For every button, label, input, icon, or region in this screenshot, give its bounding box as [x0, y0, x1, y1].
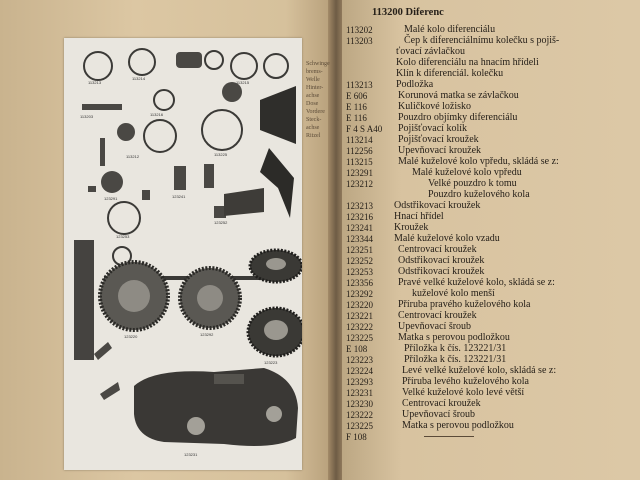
svg-text:123231: 123231 [184, 452, 198, 457]
part-number: 123253 [346, 267, 373, 277]
part-description: Malé kolo diferenciálu [404, 24, 496, 35]
part-description: Kolo diferenciálu na hnacím hřídeli [396, 57, 539, 68]
part-description: Velké pouzdro k tomu [428, 178, 517, 189]
svg-text:113216: 113216 [150, 112, 164, 117]
part-description: Příruba pravého kuželového kola [398, 299, 531, 310]
svg-text:113214: 113214 [132, 76, 146, 81]
crown-wheel-left [100, 262, 168, 330]
part-number: 123225 [346, 421, 373, 431]
part-description: Čep k diferenciálnímu kolečku s pojiš- [404, 35, 560, 46]
washer-part [142, 190, 150, 200]
bracket-part [94, 342, 112, 360]
differential-housing [134, 368, 298, 446]
part-description: Velké kuželové kolo levé větší [402, 387, 525, 398]
svg-text:113213: 113213 [88, 80, 102, 85]
part-description: Hnací hřídel [394, 211, 444, 222]
part-number: 113203 [346, 36, 373, 46]
flange-gear-bottom [248, 308, 302, 356]
part-number: E 116 [346, 113, 367, 123]
bearing-part [101, 171, 123, 193]
margin-note: Welle [306, 77, 320, 83]
part-number: F 108 [346, 432, 367, 442]
part-description: Malé kuželové kolo vpředu, skládá se z: [398, 156, 559, 167]
end-rule [424, 436, 474, 437]
part-description: Odstřikovací kroužek [398, 255, 485, 266]
part-description: Pojišťovací kroužek [398, 134, 479, 145]
bearing-part [222, 82, 242, 102]
part-description: kuželové kolo menší [412, 288, 495, 299]
svg-text:113225: 113225 [214, 152, 228, 157]
part-description: Korunová matka se závlačkou [398, 90, 519, 101]
gear-carrier-arm [260, 148, 294, 218]
part-number: E 606 [346, 91, 368, 101]
bolt-part [174, 166, 186, 190]
part-number: 113202 [346, 25, 373, 35]
part-description: Příruba levého kuželového kola [402, 376, 529, 387]
margin-note: Hinter- [306, 85, 324, 91]
part-number: 123225 [346, 333, 373, 343]
bolt-part [204, 164, 214, 188]
svg-text:123292: 123292 [200, 332, 214, 337]
part-description: Matka s perovou podložkou [398, 332, 510, 343]
margin-note: Steck- [306, 117, 322, 123]
part-description: Pojišťovací kolík [398, 123, 467, 134]
part-number: 113215 [346, 157, 373, 167]
washer-part [88, 186, 96, 192]
part-description: Malé kuželové kolo vzadu [394, 233, 500, 244]
part-description: ťovací závlačkou [396, 46, 465, 57]
ring-part [264, 54, 288, 78]
part-number: 123356 [346, 278, 373, 288]
part-description: Kuličkové ložisko [398, 101, 472, 112]
part-description: Příložka k čís. 123221/31 [404, 343, 507, 354]
part-description: Pouzdro kuželového kola [428, 189, 530, 200]
ring-part [205, 51, 223, 69]
part-description: Klín k diferenciál. kolečku [396, 68, 504, 79]
part-number: 123252 [346, 256, 373, 266]
svg-text:123253: 123253 [116, 234, 130, 239]
crown-wheel-right [180, 268, 240, 328]
part-description: Pouzdro objímky diferenciálu [398, 112, 518, 123]
margin-notes [306, 60, 332, 140]
bolt-part [82, 104, 122, 110]
svg-text:113215: 113215 [236, 80, 250, 85]
pinion-gear [224, 188, 264, 216]
part-number: 113214 [346, 135, 373, 145]
ring-part [84, 52, 112, 80]
part-number: 123222 [346, 322, 373, 332]
part-description: Příložka k čís. 123221/31 [404, 354, 507, 365]
svg-text:123291: 123291 [104, 196, 118, 201]
part-number: 123293 [346, 377, 373, 387]
part-description: Centrovací kroužek [398, 244, 477, 255]
part-description: Upevňovací šroub [398, 321, 472, 332]
part-description: Upevňovací šroub [402, 409, 476, 420]
flange-gear-top [250, 250, 302, 282]
cone-housing [260, 86, 296, 144]
ring-part [144, 120, 176, 152]
axle-tube [74, 240, 94, 360]
ring-part [154, 90, 174, 110]
part-number: 123344 [346, 234, 373, 244]
part-description: Podložka [396, 79, 434, 90]
exploded-parts-photo [64, 38, 302, 470]
part-description: Centrovací kroužek [402, 398, 481, 409]
bracket-part [100, 382, 120, 400]
part-description: Pravé velké kuželové kolo, skládá se z: [398, 277, 555, 288]
part-description: Centrovací kroužek [398, 310, 477, 321]
margin-note: Ritzel [306, 133, 321, 139]
part-number: 123241 [346, 223, 373, 233]
part-number: 123221 [346, 311, 373, 321]
part-description: Matka s perovou podložkou [402, 420, 514, 431]
part-description: Levé velké kuželové kolo, skládá se z: [402, 365, 557, 376]
part-description: Malé kuželové kolo vpředu [412, 167, 522, 178]
part-description: Kroužek [394, 222, 429, 233]
part-number: 123231 [346, 388, 373, 398]
ring-part [231, 53, 257, 79]
margin-note: Schwinge [306, 61, 330, 67]
margin-note: Vordere [306, 109, 325, 115]
part-number: 123213 [346, 201, 373, 211]
part-number: 123292 [346, 289, 373, 299]
margin-note: Dose [306, 101, 319, 107]
svg-text:123223: 123223 [264, 360, 278, 365]
ring-part [108, 202, 140, 234]
ring-part [129, 49, 155, 75]
ring-part [202, 110, 242, 150]
part-number: 123251 [346, 245, 373, 255]
part-number: 123212 [346, 179, 373, 189]
part-description: Odstřikovací kroužek [398, 266, 485, 277]
parts-list-row [346, 431, 640, 443]
part-number: 123216 [346, 212, 373, 222]
svg-text:123241: 123241 [172, 194, 186, 199]
part-number: 123230 [346, 399, 373, 409]
part-number: E 108 [346, 344, 368, 354]
bearing-part [117, 123, 135, 141]
part-number: 123224 [346, 366, 373, 376]
margin-note: achse [306, 125, 320, 131]
section-title: 113200 Diferenc [372, 7, 444, 18]
part-number: 123223 [346, 355, 373, 365]
parts-illustration [64, 38, 302, 470]
part-number: 112256 [346, 146, 373, 156]
parts-list [346, 0, 638, 480]
part-number: E 116 [346, 102, 367, 112]
part-number: 123291 [346, 168, 373, 178]
margin-note: brems- [306, 69, 323, 75]
svg-text:113212: 113212 [126, 154, 140, 159]
part-description: Upevňovací kroužek [398, 145, 482, 156]
margin-note: achse [306, 93, 320, 99]
part-number: 123222 [346, 410, 373, 420]
svg-text:123220: 123220 [124, 334, 138, 339]
part-number: F 4 S A40 [346, 124, 383, 134]
bolt-part [100, 138, 105, 166]
svg-text:113203: 113203 [80, 114, 94, 119]
bearing-part [176, 52, 202, 68]
part-number: 113213 [346, 80, 373, 90]
svg-text:123252: 123252 [214, 220, 228, 225]
part-description: Odstřikovací kroužek [394, 200, 481, 211]
part-number: 123220 [346, 300, 373, 310]
